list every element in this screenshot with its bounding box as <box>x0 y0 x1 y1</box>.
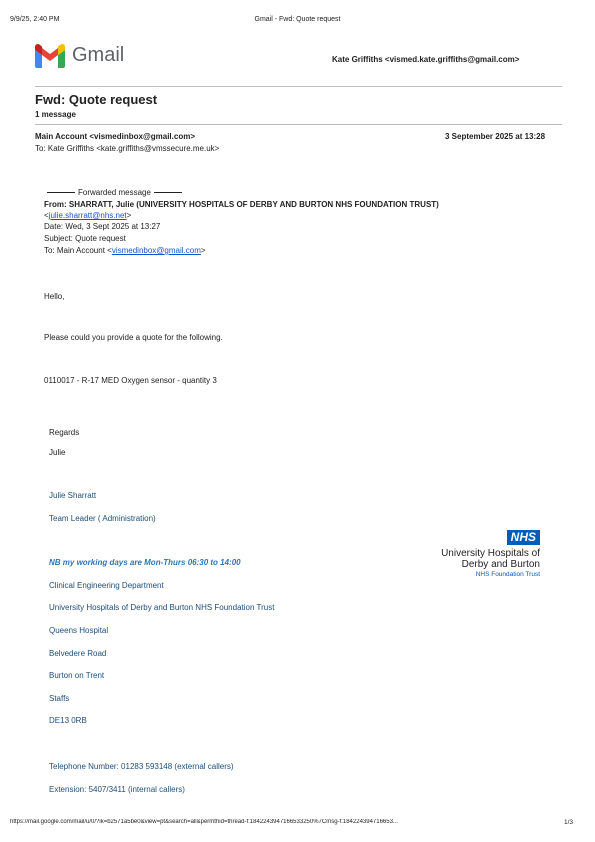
account-email: Kate Griffiths <vismed.kate.griffiths@gmail.com> <box>332 55 520 64</box>
signature-role: Team Leader ( Administration) <box>49 514 156 523</box>
gmail-wordmark: Gmail <box>72 44 125 66</box>
forwarded-label: Forwarded message <box>78 188 151 197</box>
print-footer-url: https://mail.google.com/mail/u/0/?ik=b2571a5be0&view=pt&search=all&permthid=thread-f:1842243947166533250%7Cmsg-f:184224394716653... <box>10 819 398 825</box>
forwarded-subject: Subject: Quote request <box>44 234 126 243</box>
body-sign-name: Julie <box>49 448 66 457</box>
body-regards: Regards <box>49 428 80 437</box>
body-item: 0110017 - R-17 MED Oxygen sensor - quantity 3 <box>44 376 217 385</box>
body-greeting: Hello, <box>44 292 65 301</box>
message-date: 3 September 2025 at 13:28 <box>445 132 546 141</box>
thread-subject: Fwd: Quote request <box>35 92 158 107</box>
forwarded-to-prefix: To: Main Account < <box>44 246 112 255</box>
print-datetime: 9/9/25, 2:40 PM <box>10 16 60 23</box>
signature-note: NB my working days are Mon-Thurs 06:30 to 14:00 <box>49 558 241 567</box>
forwarded-from <box>44 200 439 209</box>
forwarded-to-suffix: > <box>200 246 206 255</box>
print-page-title: Gmail - Fwd: Quote request <box>254 16 341 23</box>
forwarded-separator <box>44 188 185 197</box>
forwarded-to-email-link[interactable]: vismedinbox@gmail.com <box>111 246 201 255</box>
forwarded-date: Date: Wed, 3 Sept 2025 at 13:27 <box>44 222 161 231</box>
signature-addr4: Staffs <box>49 694 70 703</box>
signature-trust: University Hospitals of Derby and Burton NHS Foundation Trust <box>49 603 275 612</box>
print-footer-page: 1/3 <box>564 819 574 826</box>
signature-extension: Extension: 5407/3411 (internal callers) <box>49 785 185 794</box>
gmail-logo-icon <box>35 44 65 68</box>
message-count: 1 message <box>35 110 76 119</box>
nhs-trust-logo <box>420 530 542 582</box>
forwarded-from-email-line <box>44 211 131 220</box>
signature-name: Julie Sharratt <box>49 491 97 500</box>
separator-rule-left <box>47 192 75 193</box>
forwarded-from-label: From: SHARRATT, Julie (UNIVERSITY HOSPITALS OF DERBY AND BURTON NHS FOUNDATION TRUST) <box>44 200 439 209</box>
message-to: To: Kate Griffiths <kate.griffiths@vmssecure.me.uk> <box>35 144 220 153</box>
signature-addr2: Belvedere Road <box>49 649 107 658</box>
body-request: Please could you provide a quote for the following. <box>44 333 223 342</box>
forwarded-from-email-link[interactable]: julie.sharratt@nhs.net <box>48 211 127 220</box>
message-from[interactable]: Main Account <vismedinbox@gmail.com> <box>35 132 195 141</box>
signature-addr1: Queens Hospital <box>49 626 109 635</box>
nhs-logo-line3: NHS Foundation Trust <box>475 571 540 578</box>
nhs-logo-line2: Derby and Burton <box>461 559 540 570</box>
nhs-logo-line1: University Hospitals of <box>441 548 540 559</box>
nhs-badge: NHS <box>507 530 540 545</box>
signature-postcode: DE13 0RB <box>49 716 87 725</box>
thread-divider <box>35 124 562 125</box>
bracket-close: > <box>126 211 132 220</box>
bracket-open: < <box>44 211 49 220</box>
signature-phone: Telephone Number: 01283 593148 (external callers) <box>49 762 234 771</box>
separator-rule-right <box>154 192 182 193</box>
forwarded-to <box>44 246 206 255</box>
signature-addr3: Burton on Trent <box>49 671 105 680</box>
signature-dept: Clinical Engineering Department <box>49 581 164 590</box>
header-divider <box>35 86 562 87</box>
